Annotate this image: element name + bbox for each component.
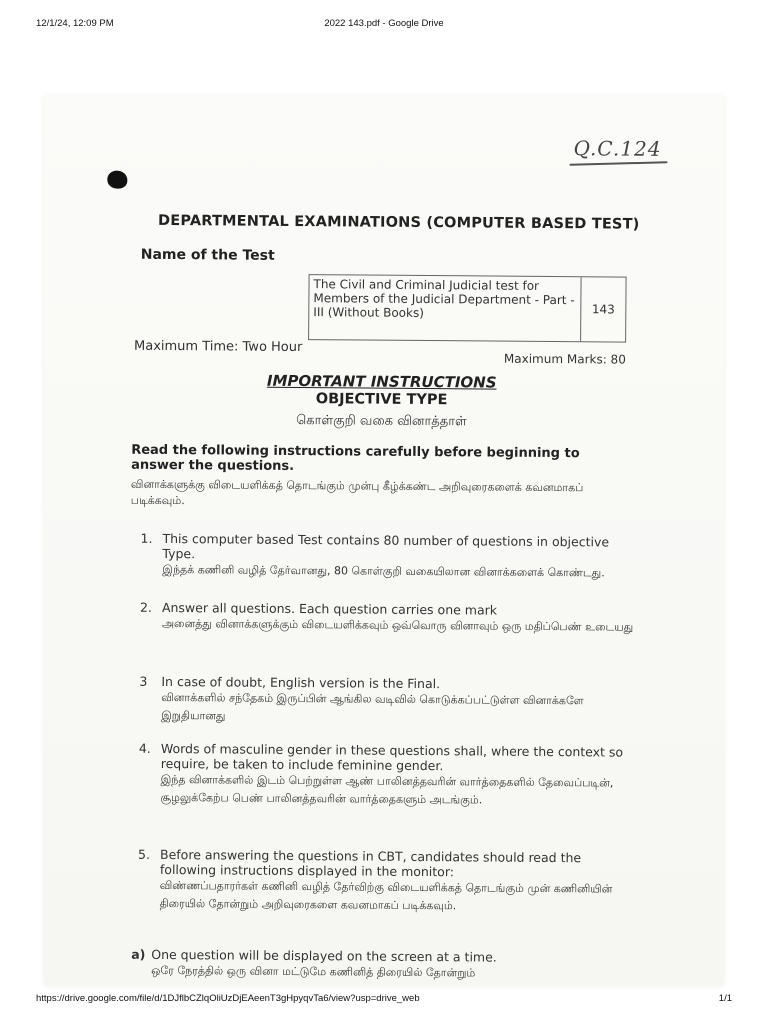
test-code: 143: [591, 302, 615, 317]
instruction-item: [138, 847, 639, 917]
document-title: DEPARTMENTAL EXAMINATIONS (COMPUTER BASED TEST): [157, 212, 640, 233]
objective-type-heading: OBJECTIVE TYPE: [315, 391, 448, 409]
item-number: 5.: [137, 846, 151, 862]
item-tamil: அனைத்து வினாக்களுக்கும் விடையளிக்கவும் ஒவ்வொரு வினாவும் ஒரு மதிப்பெண் உடையது: [161, 616, 634, 634]
instruction-item: [140, 531, 640, 583]
print-title: 2022 143.pdf - Google Drive: [324, 18, 444, 29]
item-english: This computer based Test contains 80 number of questions in objective Type.: [162, 530, 610, 562]
sub-item-english: One question will be displayed on the screen at a time.: [151, 946, 497, 965]
item-tamil: இந்தக் கணினி வழித் தேர்வானது, 80 கொள்குறி வகையிலான வினாக்களைக் கொண்டது.: [162, 562, 605, 580]
item-number: 2.: [139, 599, 152, 615]
important-instructions-heading: IMPORTANT INSTRUCTIONS: [266, 371, 497, 392]
item-number: 3: [139, 673, 148, 689]
print-page-number: 1/1: [718, 993, 732, 1004]
read-instructions: Read the following instructions carefully before beginning to answer the questions.: [131, 442, 580, 474]
handwritten-code: Q.C.124: [573, 136, 662, 161]
test-name-box: [308, 274, 627, 342]
item-english: Words of masculine gender in these questions shall, where the context so require, be taken to include feminine gender.: [160, 740, 624, 774]
instruction-item: [140, 600, 640, 637]
test-name-label: Name of the Test: [140, 246, 275, 264]
item-tamil: விண்ணப்பதாரர்கள் கணினி வழித் தேர்விற்கு விடையளிக்கத் தொடங்கும் முன் கணினியின் திரையில் தோன்றும் அறிவுரைகளை கவனமாகப் படிக்கவும்.: [159, 878, 613, 913]
item-tamil: இந்த வினாக்களில் இடம் பெற்றுள்ள ஆண் பாலினத்தவரின் வார்த்தைகளில் தேவைப்படின், சூழலுக்கேற்ப பெண் பாலினத்தவரின் வார்த்தைகளும் அடங்கும்.: [160, 772, 614, 807]
scanned-page: [44, 96, 724, 986]
item-number: 1.: [140, 530, 153, 546]
sub-instruction-a: [131, 947, 651, 984]
read-instructions-tamil: வினாக்களுக்கு விடையளிக்கத் தொடங்கும் முன்பு கீழ்க்கண்ட அறிவுரைகளைக் கவனமாகப் படிக்கவும்.: [130, 477, 584, 508]
print-datetime: 12/1/24, 12:09 PM: [36, 18, 114, 29]
ink-blot: [107, 171, 127, 189]
objective-type-tamil: கொள்குறி வகை வினாத்தாள்: [296, 412, 467, 430]
item-english: Before answering the questions in CBT, candidates should read the following instructions displayed in the monitor:: [159, 846, 582, 880]
instruction-item: [139, 674, 639, 729]
print-url: https://drive.google.com/file/d/1DJflbCZlqOliUzDjEAeenT3gHpyqvTa6/view?usp=drive_web: [36, 993, 420, 1004]
maximum-time: Maximum Time: Two Hour: [133, 338, 303, 356]
sub-item-letter: a): [131, 946, 146, 962]
sub-item-tamil: ஒரே நேரத்தில் ஒரு வினா மட்டுமே கணினித் திரையில் தோன்றும்: [151, 963, 476, 980]
test-name-value: The Civil and Criminal Judicial test for Members of the Judicial Department - Part - III (Without Books): [309, 275, 581, 341]
instruction-item: [138, 741, 639, 811]
maximum-marks: Maximum Marks: 80: [503, 351, 626, 367]
item-number: 4.: [138, 740, 151, 756]
item-tamil: வினாக்களில் சந்தேகம் இருப்பின் ஆங்கில வடிவில் கொடுக்கப்பட்டுள்ள வினாக்களே இறுதியானது: [161, 690, 584, 723]
item-english: Answer all questions. Each question carries one mark: [161, 599, 498, 618]
item-english: In case of doubt, English version is the Final.: [161, 673, 441, 692]
